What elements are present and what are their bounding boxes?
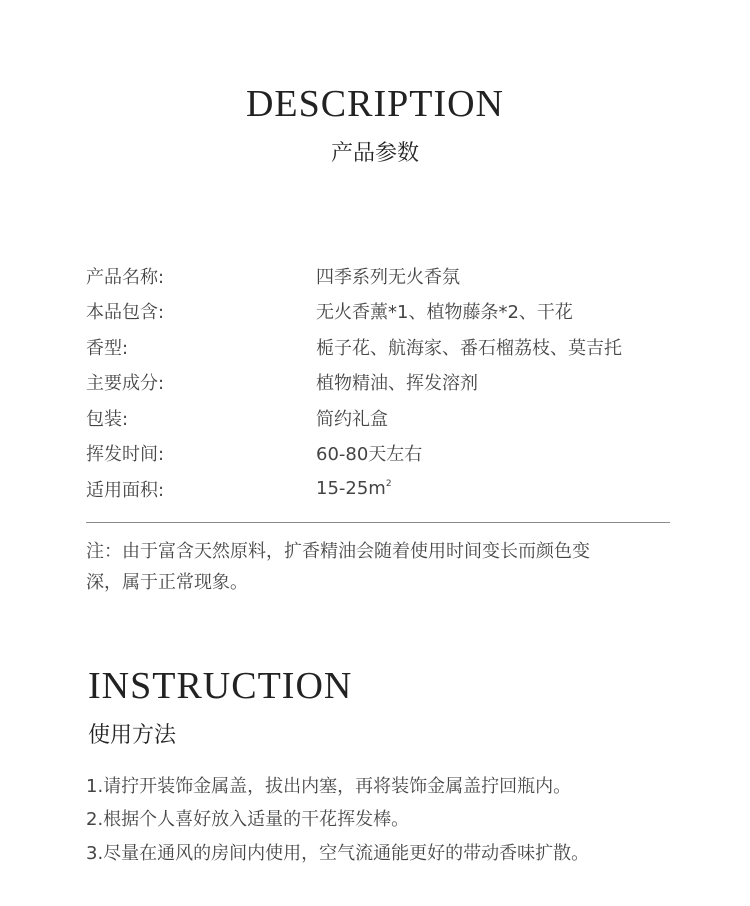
instruction-title: INSTRUCTION [88,665,353,707]
instruction-step: 3.尽量在通风的房间内使用，空气流通能更好的带动香味扩散。 [86,842,590,864]
spec-row-area [86,471,686,507]
spec-value: 无火香薰*1、植物藤条*2、干花 [316,302,573,324]
spec-row-contents [86,294,686,330]
divider [86,522,670,523]
spec-value: 60-80天左右 [316,444,423,466]
spec-label: 主要成分: [86,373,165,395]
spec-label: 包装: [86,408,129,430]
note-line: 深，属于正常现象。 [86,572,248,593]
instruction-step: 1.请拧开装饰金属盖，拔出内塞，再将装饰金属盖拧回瓶内。 [86,775,572,797]
spec-row-packaging [86,400,686,436]
area-unit-superscript: 2 [385,479,392,490]
spec-value: 栀子花、航海家、番石榴荔枝、莫吉托 [316,337,622,359]
spec-row-product-name [86,258,686,294]
spec-value-area [316,478,392,499]
note-text [86,536,676,598]
area-value: 15-25m [316,478,386,500]
spec-value: 简约礼盒 [316,408,388,430]
instruction-subtitle: 使用方法 [88,723,177,748]
spec-row-scent [86,329,686,365]
spec-row-duration [86,436,686,472]
spec-row-ingredients [86,365,686,401]
spec-label: 适用面积: [86,479,165,501]
description-title: DESCRIPTION [245,83,505,125]
note-line: 注：由于富含天然原料，扩香精油会随着使用时间变长而颜色变 [86,541,590,562]
spec-label: 香型: [86,337,129,359]
spec-value: 植物精油、挥发溶剂 [316,373,478,395]
spec-value: 四季系列无火香氛 [316,266,460,288]
instruction-steps [86,768,726,869]
spec-label: 本品包含: [86,302,165,324]
spec-label: 产品名称: [86,266,165,288]
instruction-step: 2.根据个人喜好放入适量的干花挥发棒。 [86,809,410,831]
description-subtitle: 产品参数 [330,141,419,166]
spec-table [86,258,686,507]
spec-label: 挥发时间: [86,444,165,466]
